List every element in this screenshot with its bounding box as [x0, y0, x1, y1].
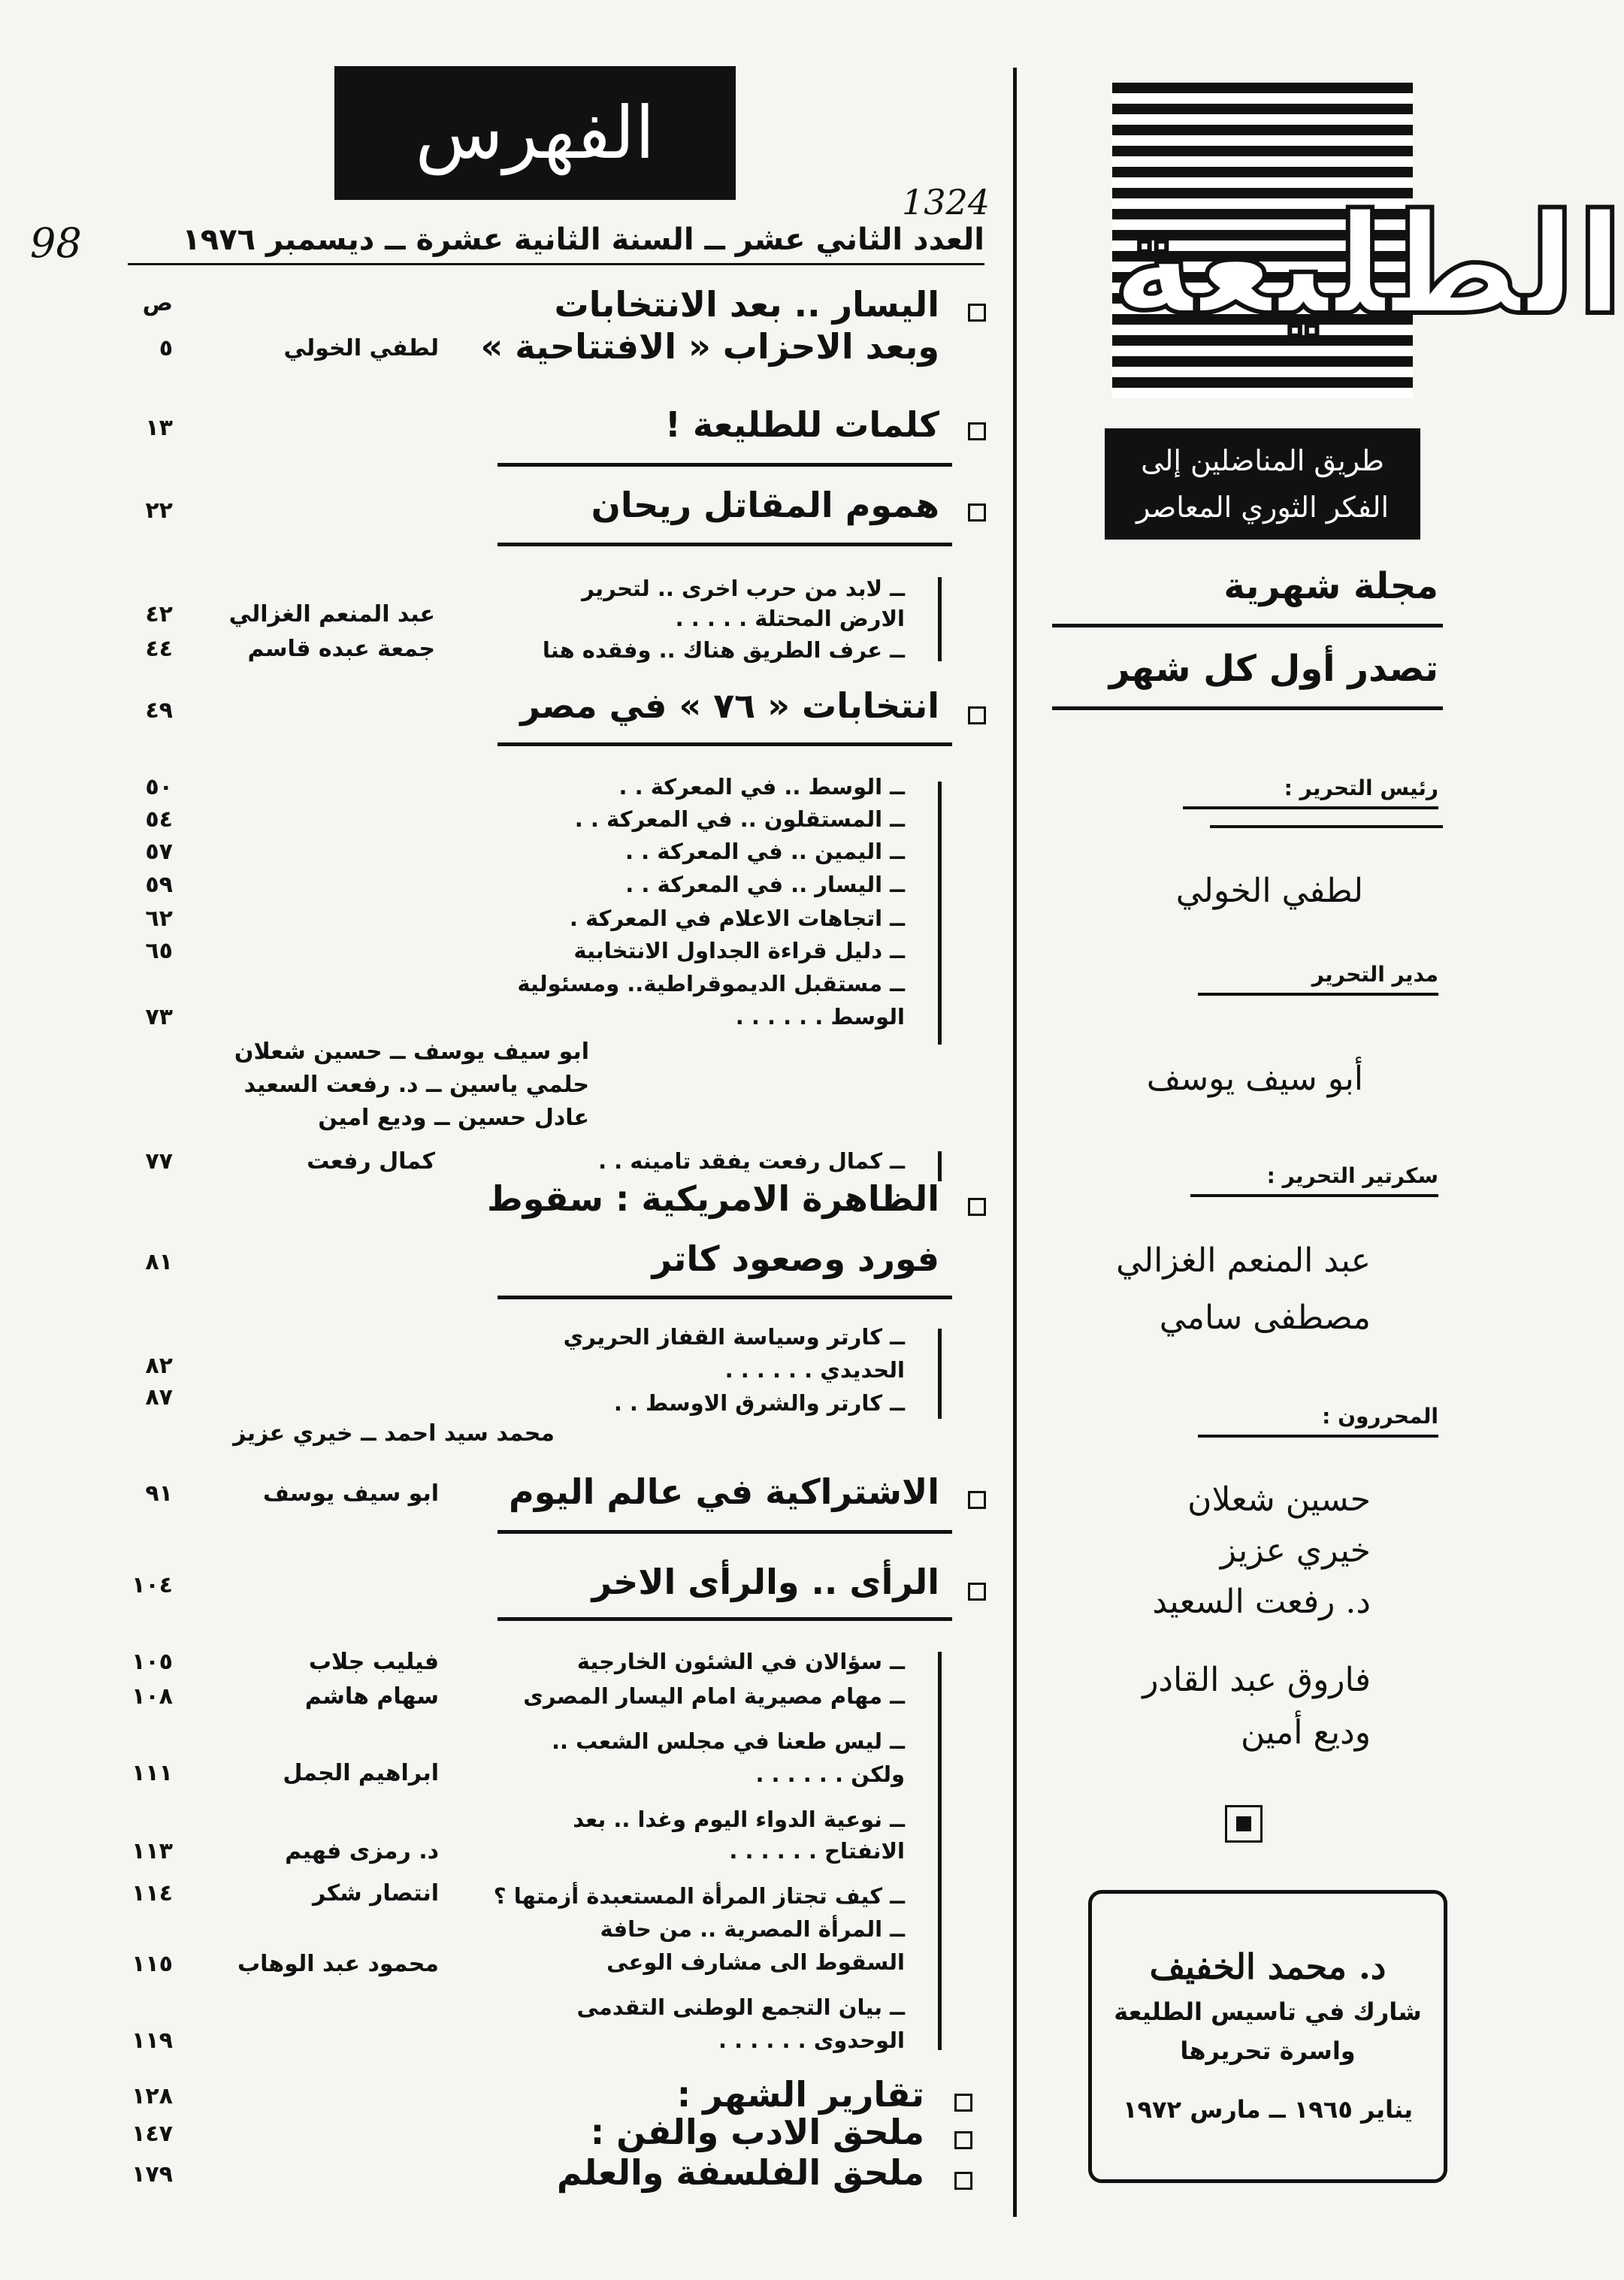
- section-1-title-1: اليسار .. بعد الانتخابات: [554, 284, 939, 325]
- section-7-sub-4-b: الانفتاح . . . . . .: [729, 1838, 905, 1864]
- section-3-sub-1-b: الارض المحتلة . . . . .: [675, 606, 905, 631]
- section-2-page: ١٣: [145, 415, 173, 441]
- section-rule: [497, 742, 952, 746]
- section-7-sub-3-author: ابراهيم الجمل: [283, 1760, 439, 1786]
- section-5-sub-1-b: الحديدي . . . . . .: [724, 1357, 905, 1383]
- section-checkbox: [968, 422, 986, 440]
- section-checkbox: [968, 1198, 986, 1216]
- section-4-sub-5-page: ٦٢: [145, 906, 173, 932]
- section-4-sub-1-page: ٥٠: [145, 774, 173, 800]
- section-5-title-2: فورد وصعود كاتر: [652, 1238, 939, 1279]
- section-5-sub-1-a: ــ كارتر وسياسة القفاز الحريري: [563, 1324, 905, 1350]
- section-6-author: ابو سيف يوسف: [262, 1480, 439, 1507]
- section-7-sub-1-author: فيليب جلاب: [308, 1649, 439, 1675]
- section-7-sub-7-page: ١١٩: [132, 2028, 173, 2054]
- logo-text: الطليعة: [1112, 183, 1624, 346]
- section-7-sub-4-author: د. رمزى فهيم: [285, 1838, 439, 1864]
- tribute-box: [1088, 1890, 1447, 2183]
- section-3-sub-1-page: ٤٢: [145, 601, 173, 627]
- section-4-sub-7-page: ٧٣: [145, 1004, 173, 1030]
- section-7-sub-6-b: السقوط الى مشارف الوعى: [606, 1949, 905, 1975]
- editor-name-5: وديع أمين: [1240, 1713, 1371, 1752]
- section-7-sub-7-a: ــ بيان التجمع الوطنى التقدمى: [576, 1994, 905, 2020]
- section-9-page: ١٤٧: [132, 2121, 173, 2147]
- section-7-sub-5: ــ كيف تجتاز المرأة المستعبدة أزمتها ؟: [493, 1883, 905, 1909]
- secretary-name-1: عبد المنعم الغزالي: [1116, 1241, 1371, 1280]
- section-checkbox: [968, 1583, 986, 1601]
- section-1-title-2: وبعد الاحزاب « الافتتاحية »: [480, 326, 939, 367]
- section-5-title-1: الظاهرة الامريكية : سقوط: [487, 1178, 939, 1219]
- managing-editor-name: أبو سيف يوسف: [1146, 1060, 1363, 1098]
- section-4-authors-1: ابو سيف يوسف ــ حسين شعلان: [234, 1039, 589, 1065]
- section-rule: [497, 463, 952, 467]
- section-rule: [497, 1530, 952, 1534]
- sub-bracket: [938, 1652, 942, 2050]
- column-divider: [1013, 68, 1017, 2217]
- section-7-sub-5-page: ١١٤: [132, 1880, 173, 1907]
- section-3-sub-2: ــ عرف الطريق هناك .. وفقده هنا: [542, 637, 905, 663]
- section-4-title: انتخابات « ٧٦ » في مصر: [520, 685, 939, 726]
- section-3-sub-2-page: ٤٤: [145, 636, 173, 662]
- section-4-sub-last-author: كمال رفعت: [307, 1148, 435, 1175]
- editor-name-1: حسين شعلان: [1187, 1480, 1371, 1519]
- section-6-title: الاشتراكية في عالم اليوم: [509, 1471, 939, 1512]
- section-4-sub-6-page: ٦٥: [145, 938, 173, 964]
- section-5-sub-2-page: ٨٧: [145, 1384, 173, 1411]
- section-1-author: لطفي الخولي: [283, 335, 439, 361]
- section-4-sub-6: ــ دليل قراءة الجداول الانتخابية: [573, 938, 905, 963]
- section-4-authors-2: حلمي ياسين ــ د. رفعت السعيد: [243, 1072, 589, 1098]
- sub-bracket: [938, 1329, 942, 1419]
- secretary-name-2: مصطفى سامي: [1159, 1299, 1371, 1337]
- section-7-sub-7-b: الوحدوى . . . . . .: [718, 2028, 905, 2053]
- sidebar-rule: [1052, 624, 1443, 627]
- section-4-sub-3-page: ٥٧: [145, 839, 173, 865]
- section-7-sub-6-a: ــ المرأة المصرية .. من حافة: [600, 1916, 905, 1942]
- sub-bracket: [938, 1151, 942, 1181]
- sidebar-rule: [1210, 825, 1443, 828]
- sub-bracket: [938, 577, 942, 661]
- section-4-sub-7: ــ مستقبل الديموقراطية.. ومسئولية: [517, 971, 905, 996]
- issue-line: العدد الثاني عشر ــ السنة الثانية عشرة ــ ديسمبر ١٩٧٦: [182, 222, 984, 257]
- section-4-sub-2-page: ٥٤: [145, 806, 173, 833]
- magazine-tagline: [1105, 428, 1420, 540]
- section-3-sub-1-a: ــ لابد من حرب اخرى .. لتحرير: [582, 576, 905, 601]
- tagline-line-2: الفكر الثوري المعاصر: [1136, 491, 1390, 524]
- tagline-line-1: طريق المناضلين إلى: [1141, 444, 1384, 477]
- section-7-sub-1: ــ سؤالان في الشئون الخارجية: [576, 1649, 905, 1674]
- section-7-sub-4-page: ١١٣: [132, 1838, 173, 1864]
- section-checkbox: [954, 2172, 972, 2190]
- section-7-page: ١٠٤: [132, 1572, 173, 1598]
- section-checkbox: [954, 2131, 972, 2149]
- managing-editor-label: مدير التحرير: [1312, 962, 1438, 987]
- section-1-page: ٥: [159, 335, 173, 361]
- section-4-sub-2: ــ المستقلون .. في المعركة . .: [574, 806, 905, 832]
- editor-in-chief-label: رئيس التحرير :: [1284, 776, 1438, 800]
- section-4-sub-7-cont: الوسط . . . . . .: [735, 1004, 905, 1030]
- section-4-sub-5: ــ اتجاهات الاعلام في المعركة .: [569, 906, 905, 931]
- magazine-logo: [1112, 83, 1624, 398]
- section-checkbox: [954, 2094, 972, 2112]
- editors-label: المحررون :: [1322, 1404, 1438, 1429]
- section-2-title: كلمات للطليعة !: [664, 404, 939, 445]
- secretary-label: سكرتير التحرير :: [1267, 1163, 1438, 1188]
- section-4-sub-4-page: ٥٩: [145, 872, 173, 898]
- section-4-sub-3: ــ اليمين .. في المعركة . .: [625, 839, 905, 864]
- section-7-sub-6-author: محمود عبد الوهاب: [237, 1951, 439, 1977]
- section-10-title: ملحق الفلسفة والعلم: [556, 2152, 924, 2193]
- handwritten-number: 1324: [902, 182, 990, 222]
- section-4-authors-3: عادل حسين ــ وديع امين: [318, 1105, 589, 1131]
- section-4-sub-last-page: ٧٧: [145, 1148, 173, 1175]
- issue-underline: [128, 263, 984, 265]
- section-3-page: ٢٢: [145, 497, 173, 524]
- section-rule: [497, 1617, 952, 1621]
- section-7-sub-5-author: انتصار شكر: [313, 1880, 439, 1907]
- sub-bracket: [938, 782, 942, 1045]
- section-checkbox: [968, 304, 986, 322]
- section-7-sub-6-page: ١١٥: [132, 1951, 173, 1977]
- section-7-sub-3-b: ولكن . . . . . .: [755, 1761, 905, 1787]
- issued-label: تصدر أول كل شهر: [1108, 648, 1438, 690]
- tribute-dates: يناير ١٩٦٥ ــ مارس ١٩٧٢: [1122, 2095, 1414, 2124]
- section-3-sub-1-author: عبد المنعم الغزالي: [228, 601, 435, 627]
- page-column-label: ص: [142, 290, 173, 316]
- sidebar-rule: [1052, 706, 1443, 710]
- section-5-authors: محمد سيد احمد ــ خيري عزيز: [233, 1420, 555, 1447]
- section-7-sub-2-page: ١٠٨: [132, 1683, 173, 1710]
- section-3-sub-2-author: جمعة عبده قاسم: [247, 636, 435, 662]
- handwritten-mark: 98: [30, 219, 82, 267]
- toc-title: الفهرس: [334, 66, 736, 200]
- section-checkbox: [968, 1491, 986, 1509]
- section-checkbox: [968, 503, 986, 522]
- section-7-sub-2: ــ مهام مصيرية امام اليسار المصرى: [523, 1683, 905, 1709]
- section-4-sub-1: ــ الوسط .. في المعركة . .: [618, 774, 905, 800]
- section-7-sub-1-page: ١٠٥: [132, 1649, 173, 1675]
- section-5-sub-2: ــ كارتر والشرق الاوسط . .: [613, 1390, 905, 1416]
- ornament-square: [1225, 1805, 1263, 1843]
- section-7-sub-3-page: ١١١: [132, 1760, 173, 1786]
- section-9-title: ملحق الادب والفن :: [590, 2112, 924, 2152]
- section-6-page: ٩١: [145, 1480, 173, 1507]
- section-3-title: هموم المقاتل ريحان: [591, 485, 939, 525]
- section-rule: [497, 543, 952, 546]
- tribute-name: د. محمد الخفيف: [1149, 1946, 1387, 1987]
- section-checkbox: [968, 706, 986, 724]
- section-8-page: ١٢٨: [132, 2083, 173, 2109]
- editor-in-chief-name: لطفي الخولي: [1175, 872, 1363, 910]
- section-4-page: ٤٩: [145, 697, 173, 724]
- section-7-sub-3-a: ــ ليس طعنا في مجلس الشعب ..: [552, 1728, 905, 1754]
- section-4-sub-last: ــ كمال رفعت يفقد تامينه . .: [598, 1148, 905, 1174]
- monthly-label: مجلة شهرية: [1223, 565, 1438, 607]
- editor-name-3: د. رفعت السعيد: [1152, 1583, 1371, 1621]
- section-5-sub-1-page: ٨٢: [145, 1353, 173, 1379]
- section-7-sub-2-author: سهام هاشم: [304, 1683, 439, 1710]
- section-10-page: ١٧٩: [132, 2161, 173, 2188]
- section-5-page: ٨١: [145, 1249, 173, 1275]
- section-rule: [497, 1296, 952, 1299]
- section-8-title: تقارير الشهر :: [676, 2074, 924, 2115]
- tribute-line-2: واسرة تحريرها: [1180, 2037, 1356, 2065]
- editor-name-4: فاروق عبد القادر: [1142, 1661, 1371, 1699]
- editor-name-2: خيري عزيز: [1220, 1532, 1371, 1570]
- section-4-sub-4: ــ اليسار .. في المعركة . .: [625, 872, 905, 897]
- tribute-line-1: شارك في تاسيس الطليعة: [1114, 1997, 1422, 2026]
- section-7-sub-4-a: ــ نوعية الدواء اليوم وغدا .. بعد: [573, 1807, 905, 1832]
- section-7-title: الرأى .. والرأى الاخر: [591, 1562, 939, 1602]
